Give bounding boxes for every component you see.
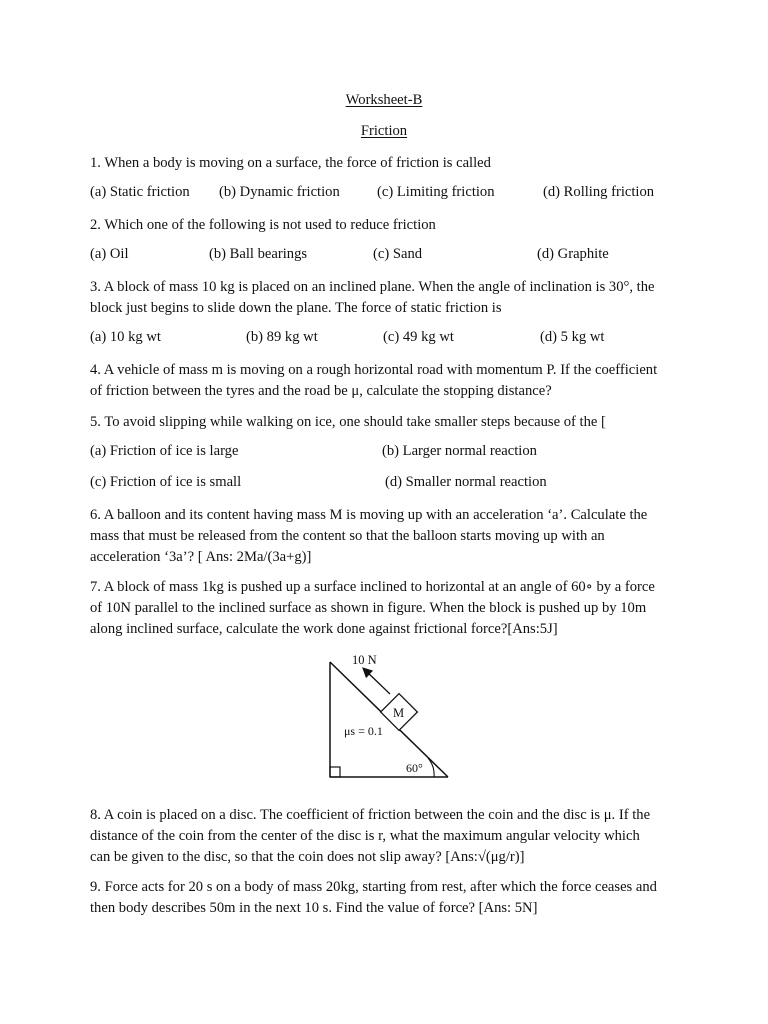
q3-option-d: (d) 5 kg wt — [540, 329, 605, 345]
q1-option-d: (d) Rolling friction — [543, 184, 655, 200]
q2-option-d: (d) Graphite — [537, 246, 609, 262]
q1-option-c: (c) Limiting friction — [377, 184, 495, 200]
question-2-text: 2. Which one of the following is not used to reduce friction — [90, 217, 436, 233]
q5-option-c: (c) Friction of ice is small — [90, 474, 242, 490]
right-angle-marker — [330, 767, 340, 777]
q5-option-b: (b) Larger normal reaction — [382, 443, 537, 459]
q2-option-b: (b) Ball bearings — [209, 246, 308, 262]
question-7-line-3: along inclined surface, calculate the work done against frictional force?[Ans:5J] — [90, 621, 558, 637]
q5-option-d: (d) Smaller normal reaction — [385, 474, 547, 490]
question-6-line-2: mass that must be released from the content so that the balloon starts moving up with an — [90, 528, 605, 544]
worksheet-subtitle: Friction — [360, 123, 408, 139]
question-1-text: 1. When a body is moving on a surface, the force of friction is called — [90, 155, 491, 171]
inclined-plane-figure — [320, 650, 455, 782]
question-7-line-1: 7. A block of mass 1kg is pushed up a surface inclined to horizontal at an angle of 60∘ by a force — [90, 579, 655, 595]
q1-option-b: (b) Dynamic friction — [219, 184, 340, 200]
friction-coefficient-label: μs = 0.1 — [344, 724, 383, 738]
worksheet-title: Worksheet-B — [345, 92, 423, 108]
q1-option-a: (a) Static friction — [90, 184, 190, 200]
q3-option-c: (c) 49 kg wt — [383, 329, 454, 345]
question-6-line-3: acceleration ‘3a’? [ Ans: 2Ma/(3a+g)] — [90, 549, 312, 565]
q2-option-a: (a) Oil — [90, 246, 129, 262]
angle-label: 60° — [406, 761, 423, 775]
question-6-line-1: 6. A balloon and its content having mass M is moving up with an acceleration ‘a’. Calculate the — [90, 507, 648, 523]
block-label: M — [393, 706, 405, 720]
question-7-line-2: of 10N parallel to the inclined surface as shown in figure. When the block is pushed up by 10m — [90, 600, 647, 616]
question-8-line-1: 8. A coin is placed on a disc. The coefficient of friction between the coin and the disc is μ. If the — [90, 807, 651, 823]
question-5-text: 5. To avoid slipping while walking on ice, one should take smaller steps because of the [ — [90, 414, 606, 430]
question-3-line-1: 3. A block of mass 10 kg is placed on an inclined plane. When the angle of inclination is 30°, the — [90, 279, 655, 295]
force-arrow — [364, 669, 390, 694]
question-9-line-1: 9. Force acts for 20 s on a body of mass 20kg, starting from rest, after which the force ceases and — [90, 879, 657, 895]
question-4-line-1: 4. A vehicle of mass m is moving on a rough horizontal road with momentum P. If the coefficient — [90, 362, 658, 378]
q3-option-a: (a) 10 kg wt — [90, 329, 161, 345]
q5-option-a: (a) Friction of ice is large — [90, 443, 239, 459]
question-8-line-3: can be given to the disc, so that the coin does not slip away? [Ans:√(μg/r)] — [90, 849, 525, 865]
q3-option-b: (b) 89 kg wt — [246, 329, 318, 345]
q2-option-c: (c) Sand — [373, 246, 423, 262]
question-8-line-2: distance of the coin from the center of the disc is r, what the maximum angular velocity which — [90, 828, 640, 844]
force-label: 10 N — [352, 653, 377, 667]
question-9-line-2: then body describes 50m in the next 10 s. Find the value of force? [Ans: 5N] — [90, 900, 538, 916]
question-4-line-2: of friction between the tyres and the road be μ, calculate the stopping distance? — [90, 383, 552, 399]
question-3-line-2: block just begins to slide down the plane. The force of static friction is — [90, 300, 502, 316]
